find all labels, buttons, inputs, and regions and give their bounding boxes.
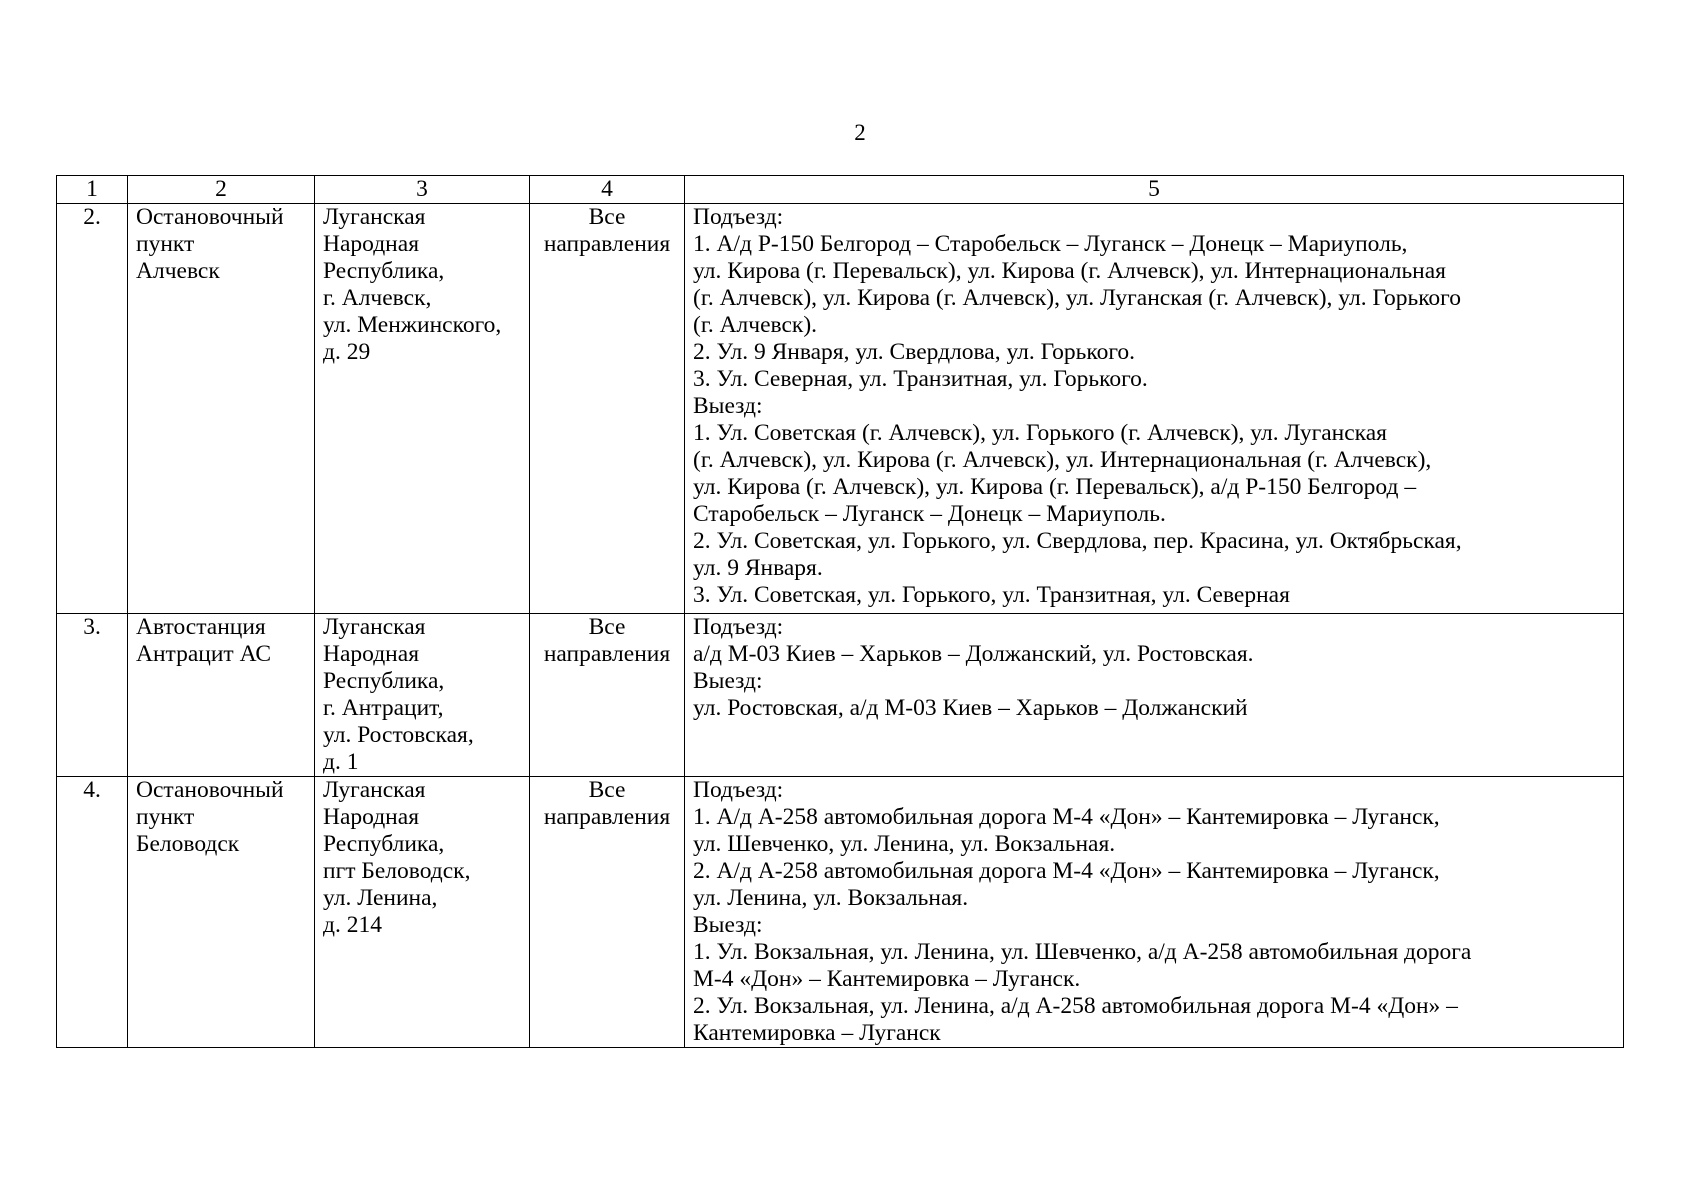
address-line: Республика, (323, 831, 445, 857)
route-line: 1. А/д А-258 автомобильная дорога М-4 «Дон» – Кантемировка – Луганск, (693, 804, 1440, 830)
stop-name-line: Антрацит АС (136, 641, 272, 667)
direction-line: Все (588, 204, 626, 230)
address-cell (315, 204, 530, 614)
table-row (57, 614, 1624, 777)
route-table (56, 175, 1624, 1048)
direction-cell (530, 614, 685, 777)
address-line: Народная (323, 231, 419, 257)
header-cell: 2 (128, 176, 315, 204)
address-line: д. 29 (323, 339, 371, 365)
route-line: ул. Кирова (г. Алчевск), ул. Кирова (г. Перевальск), а/д Р-150 Белгород – (693, 474, 1417, 500)
name-cell (128, 777, 315, 1048)
stop-name-line: Остановочный (136, 777, 284, 803)
route-line: 2. Ул. 9 Января, ул. Свердлова, ул. Горького. (693, 339, 1136, 365)
direction-cell (530, 204, 685, 614)
stop-name-line: Автостанция (136, 614, 266, 640)
stop-name-line: пункт (136, 804, 195, 830)
table-row (57, 777, 1624, 1048)
route-cell (685, 614, 1624, 777)
direction-line: Все (588, 614, 626, 640)
route-line: 3. Ул. Северная, ул. Транзитная, ул. Горького. (693, 366, 1148, 392)
route-line: Подъезд: (693, 777, 784, 803)
address-cell (315, 614, 530, 777)
route-line: 2. Ул. Советская, ул. Горького, ул. Свердлова, пер. Красина, ул. Октябрьская, (693, 528, 1462, 554)
address-line: Луганская (323, 204, 426, 230)
header-row (57, 176, 1624, 204)
route-line: ул. Ленина, ул. Вокзальная. (693, 885, 969, 911)
address-line: Народная (323, 641, 419, 667)
address-line: Луганская (323, 777, 426, 803)
route-line: Кантемировка – Луганск (693, 1020, 941, 1046)
route-line: Подъезд: (693, 204, 784, 230)
route-line: ул. Шевченко, ул. Ленина, ул. Вокзальная. (693, 831, 1116, 857)
table-row (57, 204, 1624, 614)
address-line: г. Антрацит, (323, 695, 444, 721)
route-line: (г. Алчевск). (693, 312, 818, 338)
route-line: 3. Ул. Советская, ул. Горького, ул. Транзитная, ул. Северная (693, 582, 1290, 608)
route-line: М-4 «Дон» – Кантемировка – Луганск. (693, 966, 1081, 992)
address-line: г. Алчевск, (323, 285, 432, 311)
route-line: 1. А/д Р-150 Белгород – Старобельск – Луганск – Донецк – Мариуполь, (693, 231, 1408, 257)
address-line: Республика, (323, 668, 445, 694)
name-cell (128, 614, 315, 777)
direction-line: направления (543, 641, 671, 667)
route-line: Подъезд: (693, 614, 784, 640)
route-line: ул. Ростовская, а/д М-03 Киев – Харьков – Должанский (693, 695, 1248, 721)
route-cell (685, 204, 1624, 614)
route-line: (г. Алчевск), ул. Кирова (г. Алчевск), ул. Интернациональная (г. Алчевск), (693, 447, 1432, 473)
route-line: Выезд: (693, 393, 763, 419)
address-line: д. 214 (323, 912, 382, 938)
header-cell: 1 (57, 176, 128, 204)
route-line: (г. Алчевск), ул. Кирова (г. Алчевск), ул. Луганская (г. Алчевск), ул. Горького (693, 285, 1461, 311)
route-line: Выезд: (693, 912, 763, 938)
route-line: 1. Ул. Вокзальная, ул. Ленина, ул. Шевченко, а/д А-258 автомобильная дорога (693, 939, 1472, 965)
stop-name-line: Остановочный (136, 204, 284, 230)
direction-line: направления (543, 804, 671, 830)
route-line: 2. Ул. Вокзальная, ул. Ленина, а/д А-258 автомобильная дорога М-4 «Дон» – (693, 993, 1458, 1019)
route-line: 1. Ул. Советская (г. Алчевск), ул. Горького (г. Алчевск), ул. Луганская (693, 420, 1387, 446)
row-number-cell: 2. (57, 204, 128, 614)
route-line: а/д М-03 Киев – Харьков – Должанский, ул. Ростовская. (693, 641, 1254, 667)
address-cell (315, 777, 530, 1048)
route-line: 2. А/д А-258 автомобильная дорога М-4 «Дон» – Кантемировка – Луганск, (693, 858, 1440, 884)
row-number-cell: 3. (57, 614, 128, 777)
address-line: Луганская (323, 614, 426, 640)
stop-name-line: Беловодск (136, 831, 240, 857)
direction-line: Все (588, 777, 626, 803)
address-line: д. 1 (323, 749, 359, 775)
address-line: пгт Беловодск, (323, 858, 471, 884)
route-cell (685, 777, 1624, 1048)
stop-name-line: пункт (136, 231, 195, 257)
page-number: 2 (854, 120, 866, 145)
route-line: ул. 9 Января. (693, 555, 823, 581)
address-line: ул. Ростовская, (323, 722, 474, 748)
address-line: ул. Менжинского, (323, 312, 502, 338)
route-line: Выезд: (693, 668, 763, 694)
route-line: Старобельск – Луганск – Донецк – Мариуполь. (693, 501, 1166, 527)
address-line: Народная (323, 804, 419, 830)
header-cell: 4 (530, 176, 685, 204)
direction-line: направления (543, 231, 671, 257)
address-line: Республика, (323, 258, 445, 284)
route-line: ул. Кирова (г. Перевальск), ул. Кирова (г. Алчевск), ул. Интернациональная (693, 258, 1446, 284)
row-number-cell: 4. (57, 777, 128, 1048)
header-cell: 3 (315, 176, 530, 204)
direction-cell (530, 777, 685, 1048)
stop-name-line: Алчевск (136, 258, 220, 284)
name-cell (128, 204, 315, 614)
address-line: ул. Ленина, (323, 885, 438, 911)
header-cell: 5 (685, 176, 1624, 204)
